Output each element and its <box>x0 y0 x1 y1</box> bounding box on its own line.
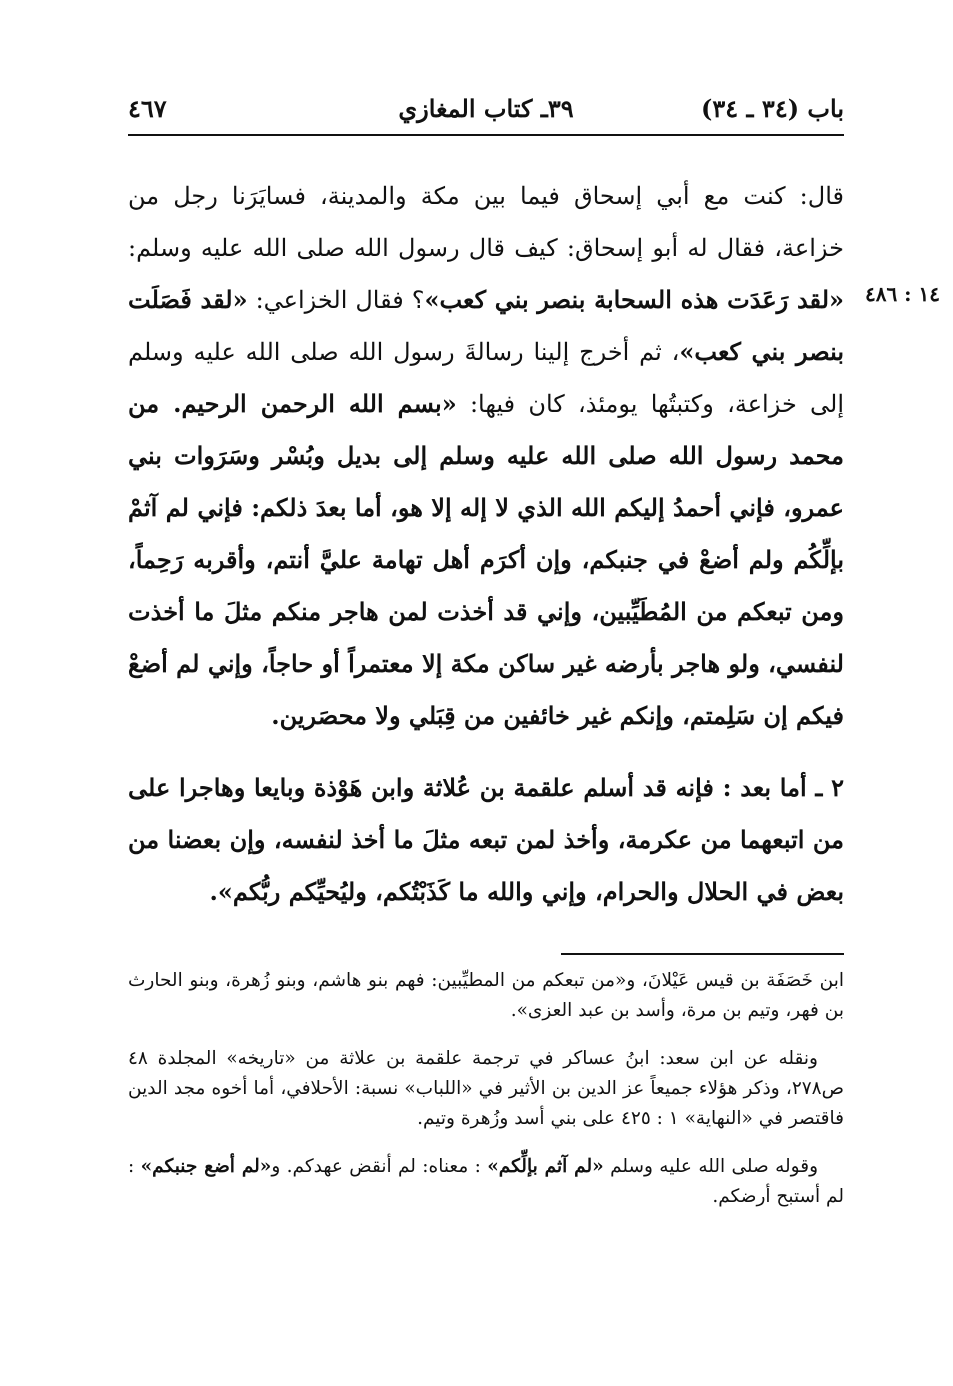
footnote-2: ونقله عن ابن سعد: ابنُ عساكر في ترجمة علقمة بن علاثة من «تاريخه» المجلدة ٤٨ ص٢٧٨، وذكر هؤلاء جميعاً عز الدين بن الأثير في «اللباب» نسبة: الأحلافي، أما أخوه مجد الدين فاقتصر في «النهاية» ١ : ٤٢٥ على بني أسد وزُهرة وتيم. <box>128 1048 844 1129</box>
footnote-3-quote-1: «لم آثم بإلِّكم» <box>487 1156 604 1177</box>
running-header <box>128 88 844 132</box>
footnote-3-meaning-1: : معناه: لم أنقض عهدكم. و <box>271 1156 488 1177</box>
narration-letter-intro: ، ثم أخرج إلينا رسالةَ رسول الله صلى الله عليه وسلم إلى خزاعة، وكتبتُها يومئذ، كان فيها: <box>128 338 845 418</box>
footnote-3 <box>128 1152 844 1212</box>
letter-text-continued: ٢ ـ أما بعد : فإنه قد أسلم علقمة بن عُلاثة وابن هَوْذة وبايعا وهاجرا على من اتبعهما من عكرمة، وأخذ لمن تبعه مثلَ ما أخذ لنفسه، وإن بعضنا من بعض في الحلال والحرام، وإني والله ما كَذَبْتُكم، وليُحيِّكم ربُّكم». <box>128 773 845 906</box>
khuzai-reply: «لقد فَصَلَت بنصر بني كعب» <box>128 285 845 366</box>
prophet-quote: «لقد رَعَدَت هذه السحابة بنصر بني كعب» <box>424 285 845 314</box>
header-divider <box>128 134 844 136</box>
footnote-3-meaning-2: : لم أستبح أرضكم. <box>128 1156 844 1207</box>
paragraph-1 <box>128 170 844 742</box>
footnote-divider <box>561 953 844 955</box>
book-title: ٣٩ـ كتاب المغازي <box>398 94 574 123</box>
chapter-label: باب (٣٤ ـ ٣٤) <box>701 94 844 123</box>
narration-intro: قال: كنت مع أبي إسحاق فيما بين مكة والمدينة، فسايَرَنا رجل من خزاعة، فقال له أبو إسحاق: كيف قال رسول الله صلى الله عليه وسلم: <box>128 182 844 262</box>
footnote-1: ابن خَصَفَة بن قيس عَيْلانَ، و«من تبعكم من المطيِّبين: فهم بنو هاشم، وبنو زُهرة، وبنو الحارث بن فهر، وتيم بن مرة، وأسد بن عبد العزى». <box>128 970 844 1021</box>
letter-text: «بسم الله الرحمن الرحيم. من محمد رسول الله صلى الله عليه وسلم إلى بديل وبُسْر وسَرَوات بني عمرو، فإني أحمدُ إليكم الله الذي لا إله إلا هو، أما بعدَ ذلكم: فإني لم آثمْ بإلِّكُم ولم أضعْ في جنبكم، وإن أكرَم أهل تهامة عليَّ أنتم، وأقربه رَحِماً، ومن تبعكم من المُطَيِّبين، وإني قد أخذت لمن هاجر منكم مثلَ ما أخذت لنفسي، ولو هاجر بأرضه غير ساكن مكة إلا معتمراً أو حاجاً، وإني لم أضعْ فيكم إن سَلِمتم، وإنكم غير خائفين من قِبَلي ولا محصَرين. <box>128 389 844 730</box>
margin-hadith-reference: ١٤ : ٤٨٦ <box>864 282 940 306</box>
footnote-3-intro: وقوله صلى الله عليه وسلم <box>603 1156 819 1177</box>
footnotes <box>128 966 844 1212</box>
main-text <box>128 170 844 918</box>
footnote-3-quote-2: «لم أضع جنبكم» <box>140 1156 272 1177</box>
narration-continuation: ؟ فقال الخزاعي: <box>247 286 425 314</box>
page-number: ٤٦٧ <box>128 94 167 123</box>
paragraph-2 <box>128 762 844 918</box>
